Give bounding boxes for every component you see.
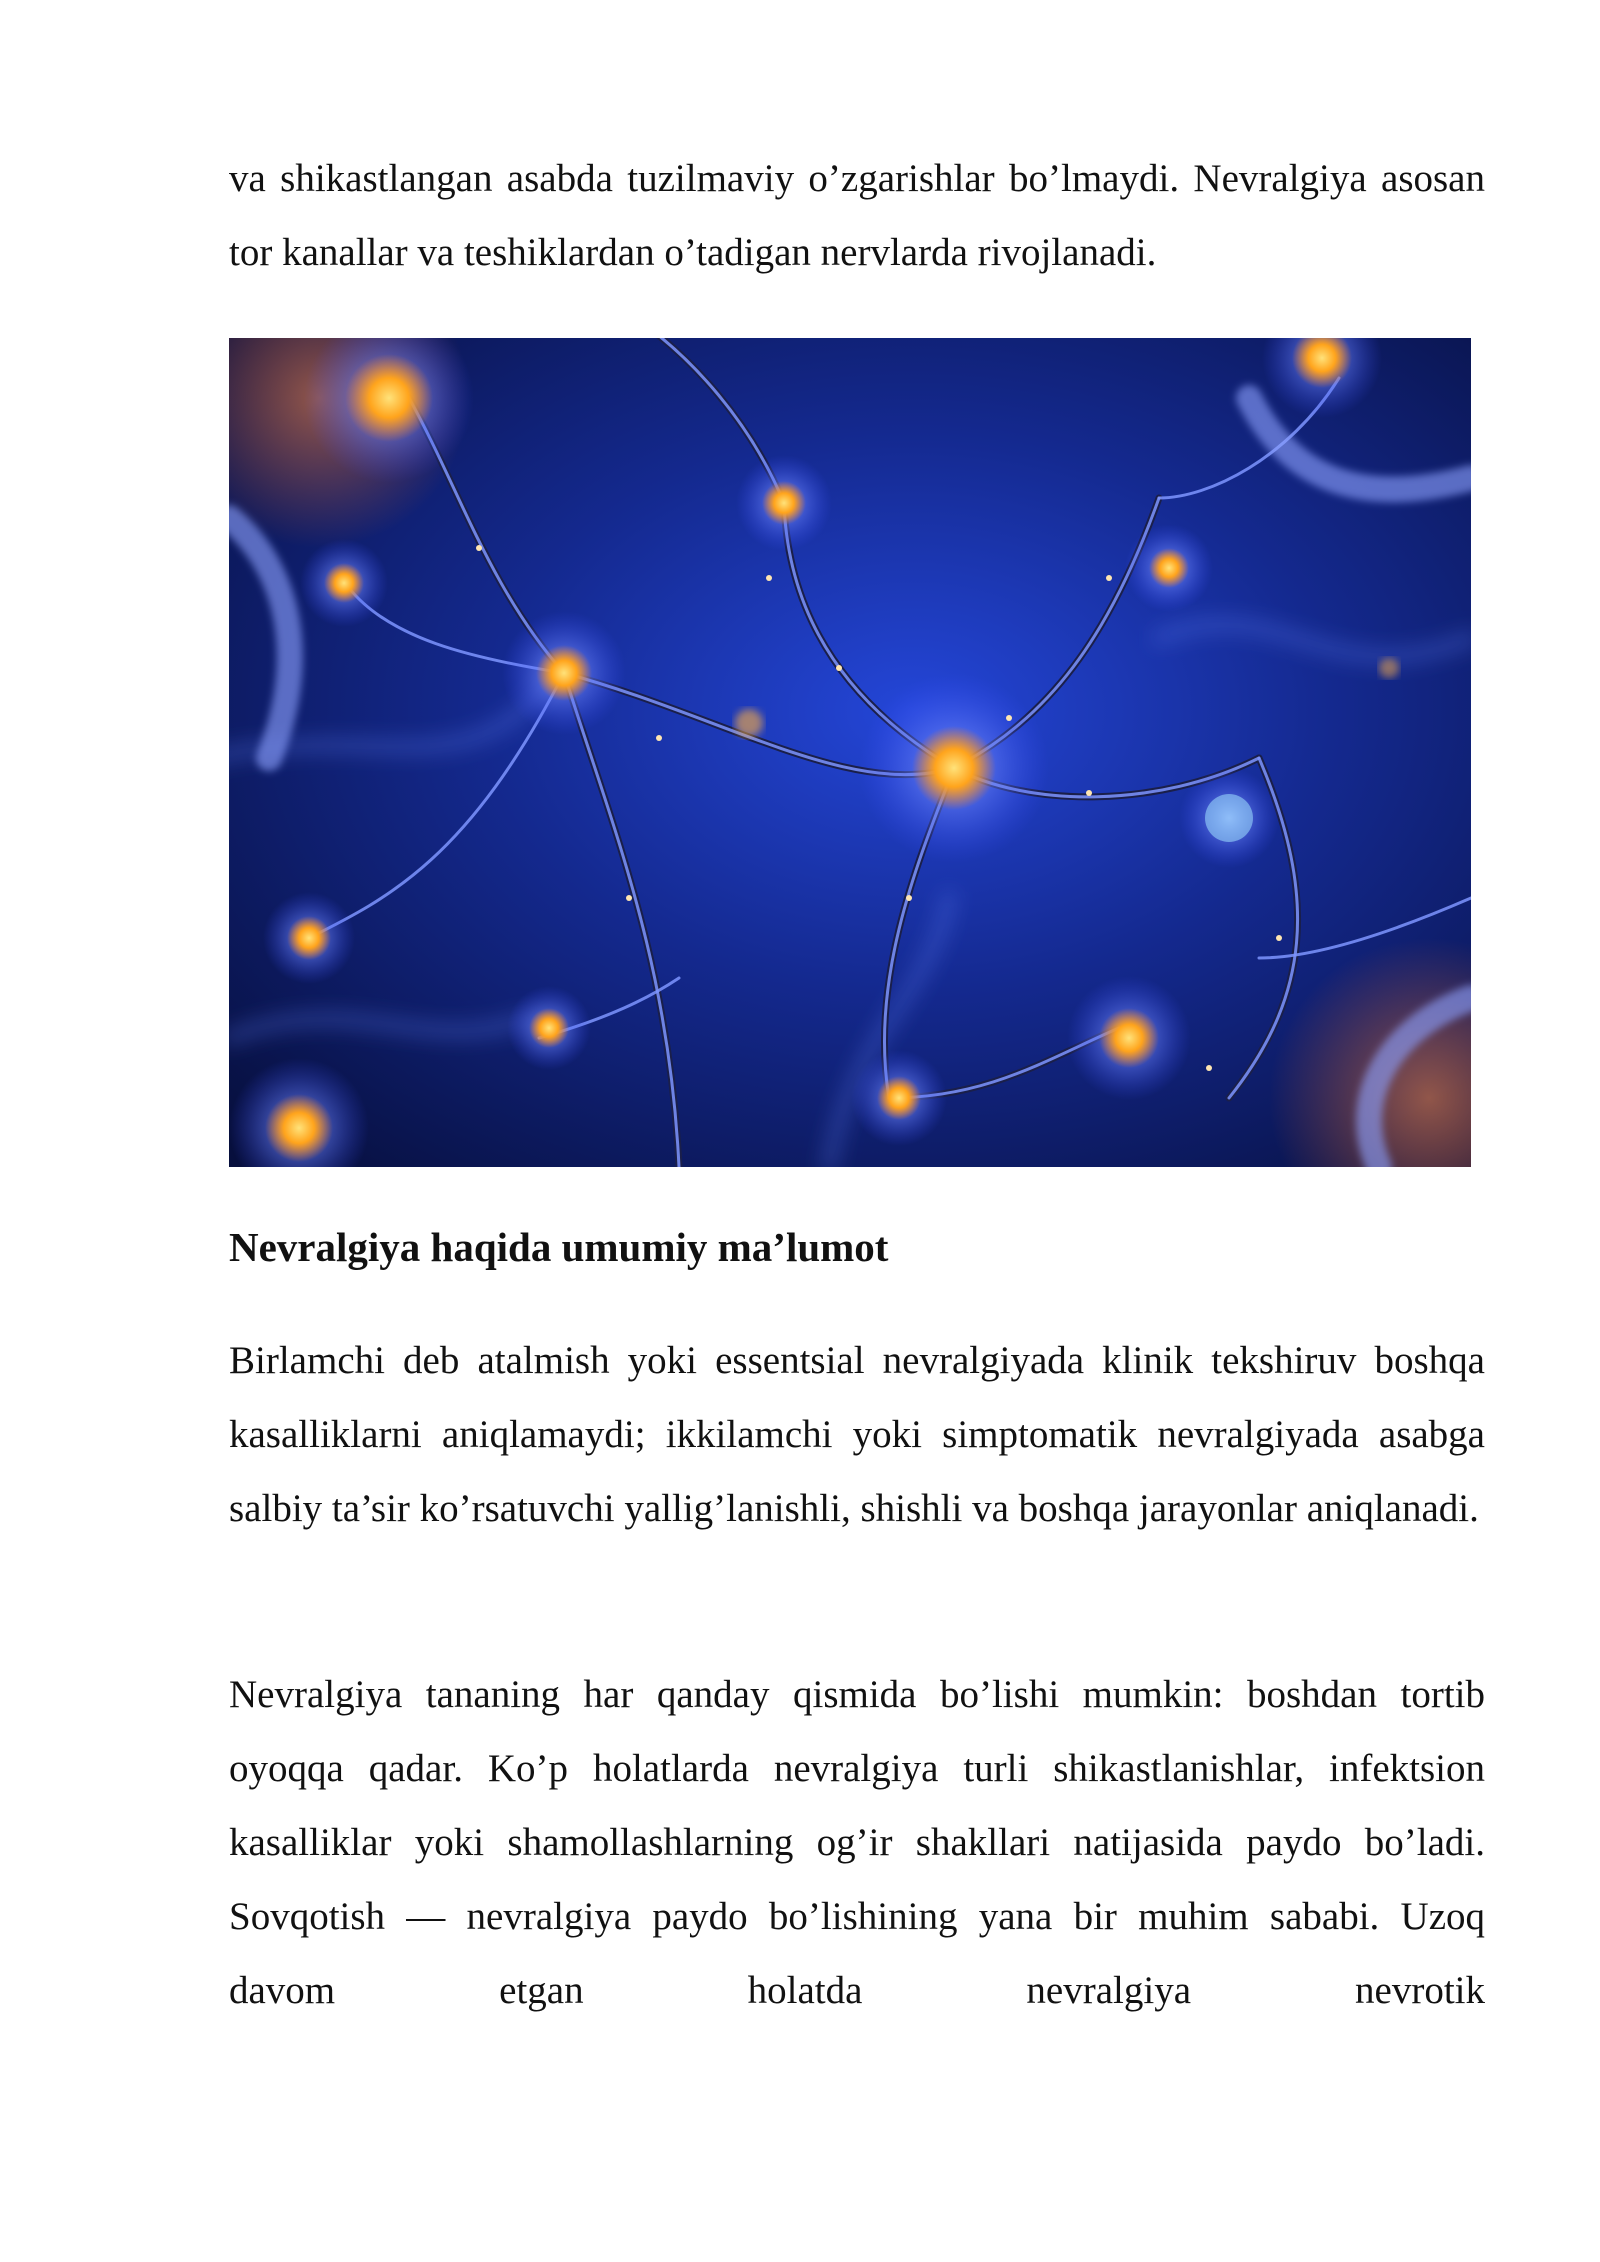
paragraph-birlamchi: Birlamchi deb atalmish yoki essentsial nevralgiyada klinik tekshiruv boshqa kasalliklarni aniqlamaydi; ikkilamchi yoki simptomatik nevralgiyada asabga salbiy ta’sir ko’rsatuvchi yallig’lanishli, shishli va boshqa jarayonlar aniqlanadi. — [229, 1339, 1485, 1530]
paragraph-intro: va shikastlangan asabda tuzilmaviy o’zgarishlar bo’lmaydi. Nevralgiya asosan tor kanallar va teshiklardan o’tadigan nervlarda rivojlanadi. — [229, 157, 1485, 274]
paragraph-nevralgiya: Nevralgiya tananing har qanday qismida bo’lishi mumkin: boshdan tortib oyoqqa qadar. Ko’p holatlarda nevralgiya turli shikastlanishlar, infektsion kasalliklar yoki shamollashlarning og’ir shakllari natijasida paydo bo’ladi. Sovqotish — nevralgiya paydo bo’lishining yana bir muhim sababi. Uzoq davom etgan holatda nevralgiya nevrotik — [229, 1673, 1485, 2012]
neuron-network-illustration-icon — [229, 338, 1471, 1167]
section-heading: Nevralgiya haqida umumiy ma’lumot — [229, 1224, 889, 1270]
neuron-network-image — [229, 338, 1471, 1167]
